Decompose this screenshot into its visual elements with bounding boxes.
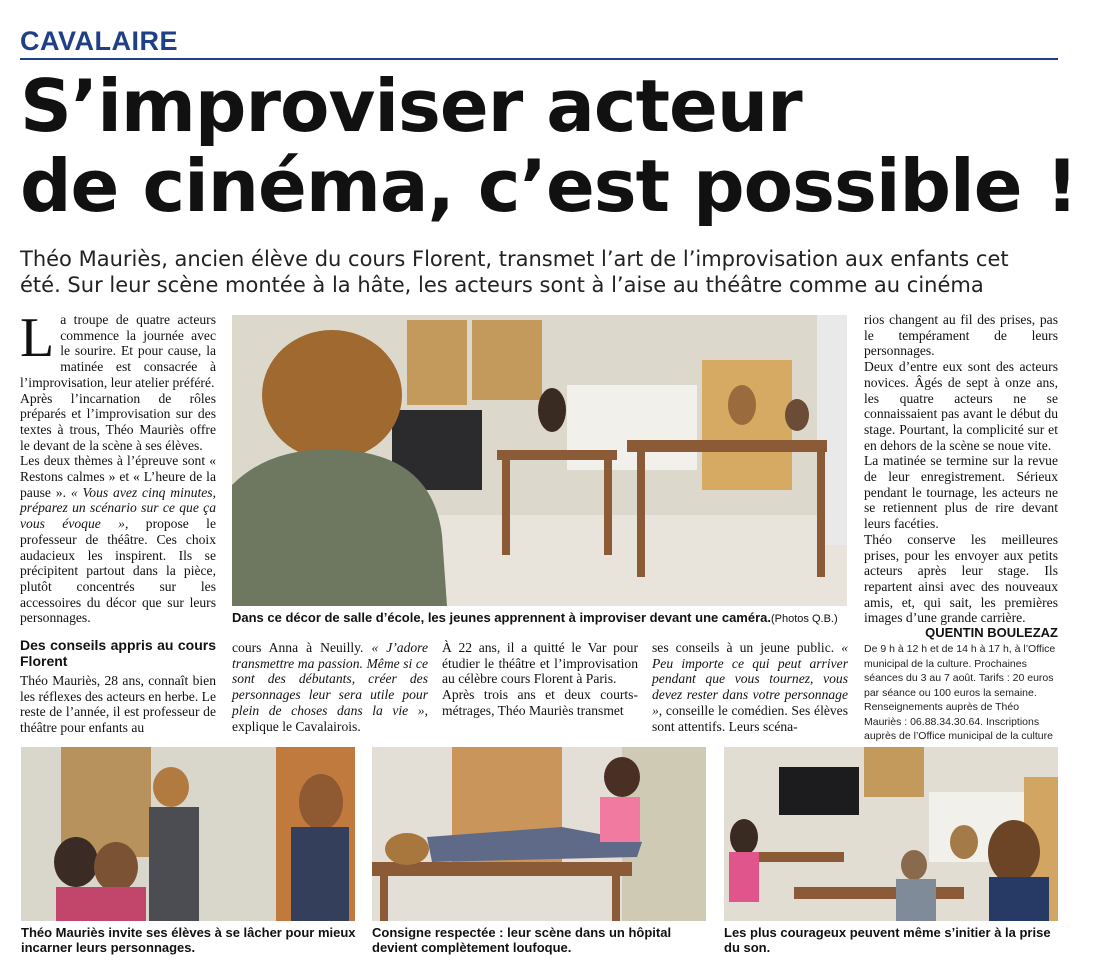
article-column-4 <box>652 640 848 734</box>
article-column-1 <box>20 307 216 626</box>
paragraph-text: cours Anna à Neuilly. <box>232 640 372 655</box>
caption-text: Dans ce décor de salle d’école, les jeunes apprennent à improviser devant une caméra. <box>232 610 771 625</box>
paragraph <box>20 453 216 626</box>
paragraph <box>232 640 428 734</box>
paragraph: Après l’incarnation de rôles préparés et l’improvisation sur des textes à trous, Théo Mauriès offre le devant de la scène à ses élèves. <box>20 390 216 453</box>
paragraph-text: , propose le professeur de théâtre. Ces choix audacieux les inspirent. Ils se précipitent partout dans la pièce, plutôt concentrés sur les accessoires du décor que sur leurs personnages. <box>20 516 216 626</box>
paragraph: La matinée se termine sur la revue de leur enregistrement. Sérieux pendant le tournage, les acteurs ne se retiennent plus de rire devant leurs facéties. <box>864 453 1058 532</box>
paragraph <box>20 307 216 391</box>
headline-line-1: S’improviser acteur <box>20 64 802 148</box>
paragraph-text: Les deux thèmes à l’épreuve sont « Restons calmes » et « L’heure de la pause ». <box>20 453 216 500</box>
paragraph: Théo conserve les meilleures prises, pour les envoyer aux petits acteurs après leur stage. Ils repartent ainsi avec des nouveaux amis, et, qui sait, les premières images d’une grande carrière. <box>864 531 1058 626</box>
quote: « J’adore transmettre ma passion. Même si ce sont des débutants, créer des personnages leur sera utile pour plein de choses dans la vie » <box>232 640 428 718</box>
article-column-2 <box>232 640 428 734</box>
paragraph-text: a troupe de quatre acteurs commence la journée avec le sourire. Et pour cause, la matinée est consacrée à l’improvisation, leur atelier préféré. <box>20 312 216 390</box>
paragraph: À 22 ans, il a quitté le Var pour étudier le théâtre et l’improvisation au célèbre cours Florent à Paris. <box>442 640 638 687</box>
paragraph-text: , explique le Cavalairois. <box>232 702 428 734</box>
photo-credit: (Photos Q.B.) <box>771 613 838 625</box>
standfirst <box>20 246 1060 298</box>
photo-right-caption: Les plus courageux peuvent même s’initier à la prise du son. <box>724 925 1051 955</box>
paragraph: Après trois ans et deux courts-métrages, Théo Mauriès transmet <box>442 687 638 718</box>
article-column-3 <box>442 640 638 719</box>
paragraph-text: , conseille le comédien. Ses élèves sont attentifs. Leurs scéna- <box>652 702 848 734</box>
photo-middle-caption: Consigne respectée : leur scène dans un hôpital devient complètement loufoque. <box>372 925 672 955</box>
headline <box>20 66 1080 226</box>
quote: « Vous avez cinq minutes, préparez un scénario sur ce que ça vous évoque » <box>20 484 216 532</box>
practical-info: De 9 h à 12 h et de 14 h à 17 h, à l’Office municipal de la culture. Prochaines séances du 3 au 7 août. Tarifs : 20 euros par séance ou 100 euros la semaine. Renseignements auprès de Théo Mauriès : 06.88.34.30.64. Inscriptions auprès de l’Office municipal de la culture <box>864 643 1056 742</box>
subheading: Des conseils appris au cours Florent <box>20 637 216 669</box>
paragraph: rios changent au fil des prises, pas le tempérament de leurs personnages. <box>864 312 1058 359</box>
paragraph: Théo Mauriès, 28 ans, connaît bien les réflexes des acteurs en herbe. Le reste de l’année, il est professeur de théâtre pour enfants au <box>20 673 216 736</box>
photo-right <box>724 747 1058 921</box>
section-rule <box>20 58 1058 60</box>
author-byline: QUENTIN BOULEZAZ <box>925 625 1058 640</box>
article-column-5 <box>864 312 1058 626</box>
paragraph: Deux d’entre eux sont des acteurs novices. Âgés de sept à onze ans, les quatre acteurs ne se connaissaient pas avant le début du stage. Pourtant, la complicité sur et en dehors de la scène se noue vite. <box>864 359 1058 453</box>
article-column-1-continued <box>20 637 216 736</box>
main-photo-caption <box>232 610 862 627</box>
standfirst-line-1: Théo Mauriès, ancien élève du cours Florent, transmet l’art de l’improvisation aux enfants cet <box>20 247 1009 271</box>
section-label: CAVALAIRE <box>20 26 178 56</box>
main-photo <box>232 315 847 606</box>
headline-line-2: de cinéma, c’est possible ! <box>20 144 1078 228</box>
standfirst-line-2: été. Sur leur scène montée à la hâte, les acteurs sont à l’aise au théâtre comme au cinéma <box>20 273 984 297</box>
paragraph <box>652 640 848 734</box>
photo-left <box>21 747 355 921</box>
photo-left-caption: Théo Mauriès invite ses élèves à se lâcher pour mieux incarner leurs personnages. <box>21 925 356 955</box>
quote: « Peu importe ce qui peut arriver pendant que vous tournez, vous devez rester dans votre personnage » <box>652 640 848 718</box>
drop-cap: L <box>20 307 55 369</box>
photo-middle <box>372 747 706 921</box>
paragraph-text: ses conseils à un jeune public. <box>652 640 842 655</box>
